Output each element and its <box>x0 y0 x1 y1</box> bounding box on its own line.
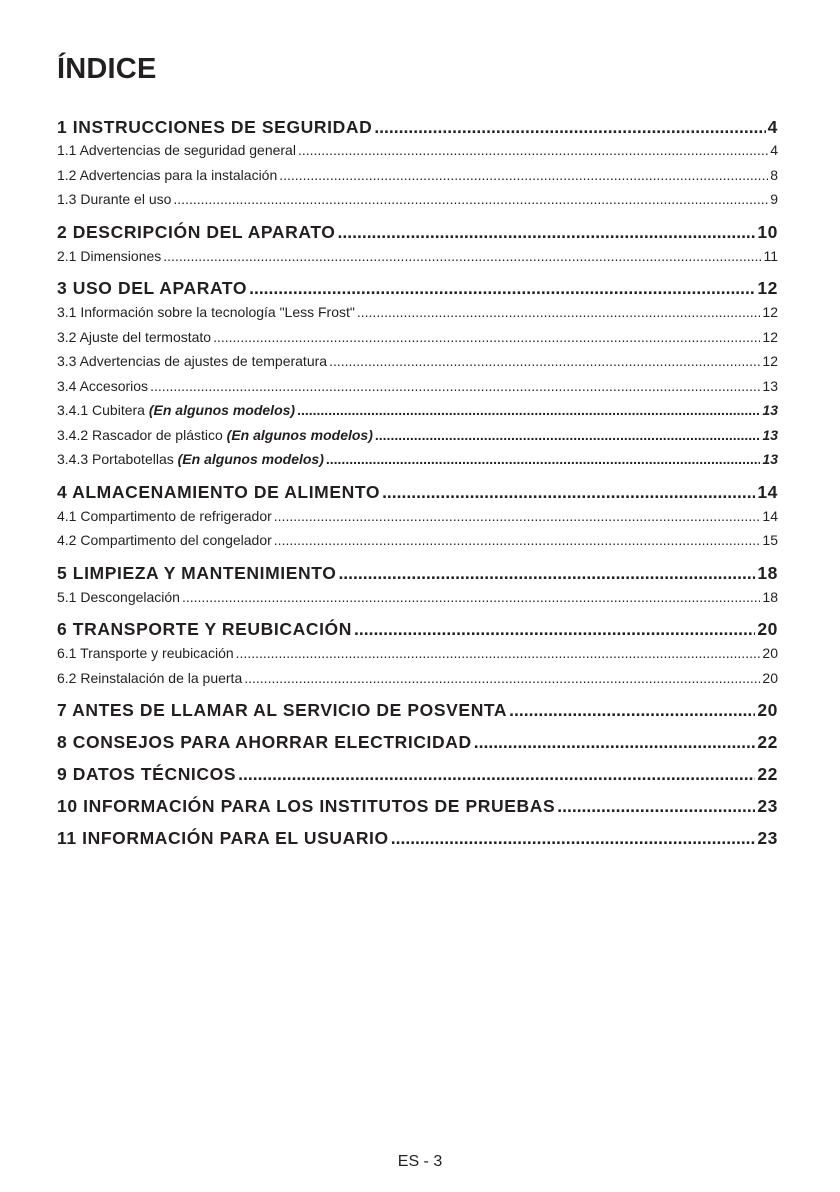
toc-entry-label: 7 ANTES DE LLAMAR AL SERVICIO DE POSVENTA <box>57 700 508 720</box>
toc-subsection-4-2[interactable] <box>57 532 778 557</box>
toc-dot-leader <box>274 508 761 524</box>
toc-entry-label: 9 DATOS TÉCNICOS <box>57 764 237 784</box>
toc-page-number: 23 <box>757 828 778 848</box>
toc-dot-leader <box>274 532 761 548</box>
toc-subsection-3-4-1[interactable] <box>57 402 778 427</box>
page-footer: ES - 3 <box>397 1153 443 1170</box>
toc-entry-label: 11 INFORMACIÓN PARA EL USUARIO <box>57 828 389 848</box>
toc-entry-note: (En algunos modelos) <box>226 426 373 443</box>
toc-subsection-6-1[interactable] <box>57 645 778 670</box>
toc-entry-label: 5.1 Descongelación <box>57 588 180 605</box>
page-title: ÍNDICE <box>57 53 157 85</box>
toc-page-number: 20 <box>762 669 778 686</box>
toc-dot-leader <box>298 142 768 158</box>
toc-entry-label: 4.2 Compartimento del congelador <box>57 532 272 548</box>
toc-page-number: 22 <box>757 732 778 752</box>
toc-section-3[interactable] <box>57 278 778 304</box>
toc-page-number: 20 <box>757 700 778 720</box>
toc-entry-note: (En algunos modelos) <box>148 402 296 418</box>
toc-section-1[interactable] <box>57 117 778 142</box>
toc-dot-leader <box>163 248 761 264</box>
toc-page-number: 18 <box>757 562 778 583</box>
toc-page-number: 13 <box>762 377 778 394</box>
toc-page-number: 23 <box>757 796 778 816</box>
toc-subsection-3-4-3[interactable] <box>57 451 778 476</box>
toc-subsection-6-2[interactable] <box>57 670 778 695</box>
toc-dot-leader <box>354 619 755 640</box>
toc-section-8[interactable] <box>57 732 778 758</box>
toc-page-number: 22 <box>757 764 778 784</box>
toc-dot-leader <box>375 427 761 443</box>
toc-section-7[interactable] <box>57 700 778 726</box>
toc-dot-leader <box>391 828 756 849</box>
toc-section-11[interactable] <box>57 828 778 854</box>
toc-dot-leader <box>557 796 755 817</box>
toc-entry-label: 1.3 Durante el uso <box>57 191 172 207</box>
toc-page-number: 14 <box>757 481 778 502</box>
toc-dot-leader <box>474 732 756 753</box>
toc-section-4[interactable] <box>57 482 778 508</box>
toc-entry-label <box>57 451 324 467</box>
toc-dot-leader <box>338 563 755 584</box>
toc-dot-leader <box>244 670 760 686</box>
toc-page-number: 11 <box>763 247 778 264</box>
toc-entry-label: 5 LIMPIEZA Y MANTENIMIENTO <box>57 562 337 583</box>
toc-subsection-3-4[interactable] <box>57 378 778 403</box>
toc-entry-title: 3.4.1 Cubitera <box>57 402 149 418</box>
toc-dot-leader <box>236 645 761 661</box>
toc-dot-leader <box>329 353 760 369</box>
toc-dot-leader <box>326 451 761 467</box>
toc-page-number: 12 <box>762 304 778 320</box>
toc-entry-label: 1.2 Advertencias para la instalación <box>57 166 278 183</box>
toc-entry-label: 3 USO DEL APARATO <box>57 278 248 298</box>
toc-dot-leader <box>249 278 755 299</box>
toc-entry-label: 3.1 Información sobre la tecnología "Less Frost" <box>57 304 355 320</box>
toc-subsection-4-1[interactable] <box>57 508 778 533</box>
toc-page-number: 12 <box>757 278 778 298</box>
toc-dot-leader <box>357 304 761 320</box>
toc-entry-label: 6.2 Reinstalación de la puerta <box>57 669 243 686</box>
toc-entry-label: 2 DESCRIPCIÓN DEL APARATO <box>57 221 336 242</box>
table-of-contents <box>57 117 778 854</box>
toc-page-number: 13 <box>762 426 778 443</box>
toc-entry-label: 8 CONSEJOS PARA AHORRAR ELECTRICIDAD <box>57 732 472 752</box>
toc-page-number: 4 <box>767 117 778 137</box>
toc-entry-label: 3.2 Ajuste del termostato <box>57 328 212 345</box>
toc-section-9[interactable] <box>57 764 778 790</box>
toc-dot-leader <box>374 117 765 138</box>
toc-page-number: 12 <box>762 353 778 369</box>
toc-entry-label: 2.1 Dimensiones <box>57 247 162 264</box>
toc-entry-label: 10 INFORMACIÓN PARA LOS INSTITUTOS DE PRUEBAS <box>57 796 556 816</box>
toc-section-5[interactable] <box>57 563 778 589</box>
toc-page-number: 4 <box>770 142 778 158</box>
toc-page-number: 18 <box>762 588 778 605</box>
toc-section-6[interactable] <box>57 619 778 645</box>
toc-subsection-3-4-2[interactable] <box>57 427 778 452</box>
toc-section-10[interactable] <box>57 796 778 822</box>
toc-subsection-3-1[interactable] <box>57 304 778 329</box>
toc-dot-leader <box>182 589 760 605</box>
toc-subsection-2-1[interactable] <box>57 248 778 273</box>
toc-dot-leader <box>173 191 768 207</box>
toc-entry-title: 3.4.2 Rascador de plástico <box>57 426 227 443</box>
toc-entry-label: 4.1 Compartimento de refrigerador <box>57 507 272 524</box>
toc-section-2[interactable] <box>57 222 778 248</box>
toc-page-number: 13 <box>762 451 778 467</box>
toc-entry-label <box>57 402 295 418</box>
toc-dot-leader <box>213 329 760 345</box>
toc-subsection-1-2[interactable] <box>57 167 778 192</box>
toc-entry-label: 1 INSTRUCCIONES DE SEGURIDAD <box>57 117 373 137</box>
toc-page-number: 14 <box>762 507 778 524</box>
toc-dot-leader <box>150 378 760 394</box>
toc-page-number: 8 <box>770 166 778 183</box>
toc-entry-note: (En algunos modelos) <box>177 451 324 467</box>
toc-dot-leader <box>382 482 755 503</box>
toc-page-number: 9 <box>770 191 778 207</box>
toc-subsection-5-1[interactable] <box>57 589 778 614</box>
toc-page-number: 12 <box>762 328 778 345</box>
toc-page-number: 15 <box>762 532 778 548</box>
toc-subsection-1-3[interactable] <box>57 191 778 216</box>
toc-entry-title: 3.4.3 Portabotellas <box>57 451 178 467</box>
toc-entry-label: 4 ALMACENAMIENTO DE ALIMENTO <box>57 481 381 502</box>
toc-page-number: 20 <box>762 645 778 661</box>
toc-page-number: 13 <box>762 402 778 418</box>
toc-dot-leader <box>238 764 755 785</box>
toc-subsection-3-2[interactable] <box>57 329 778 354</box>
toc-dot-leader <box>297 402 760 418</box>
toc-entry-label: 6.1 Transporte y reubicación <box>57 645 234 661</box>
toc-dot-leader <box>509 700 755 721</box>
toc-entry-label: 1.1 Advertencias de seguridad general <box>57 142 296 158</box>
toc-entry-label: 3.4 Accesorios <box>57 377 149 394</box>
toc-subsection-3-3[interactable] <box>57 353 778 378</box>
toc-entry-label <box>57 427 373 443</box>
toc-dot-leader <box>279 167 768 183</box>
toc-subsection-1-1[interactable] <box>57 142 778 167</box>
toc-entry-label: 6 TRANSPORTE Y REUBICACIÓN <box>57 619 352 639</box>
toc-page-number: 10 <box>757 221 778 242</box>
toc-entry-label: 3.3 Advertencias de ajustes de temperatura <box>57 353 328 369</box>
toc-page-number: 20 <box>757 619 778 639</box>
toc-dot-leader <box>338 222 756 243</box>
